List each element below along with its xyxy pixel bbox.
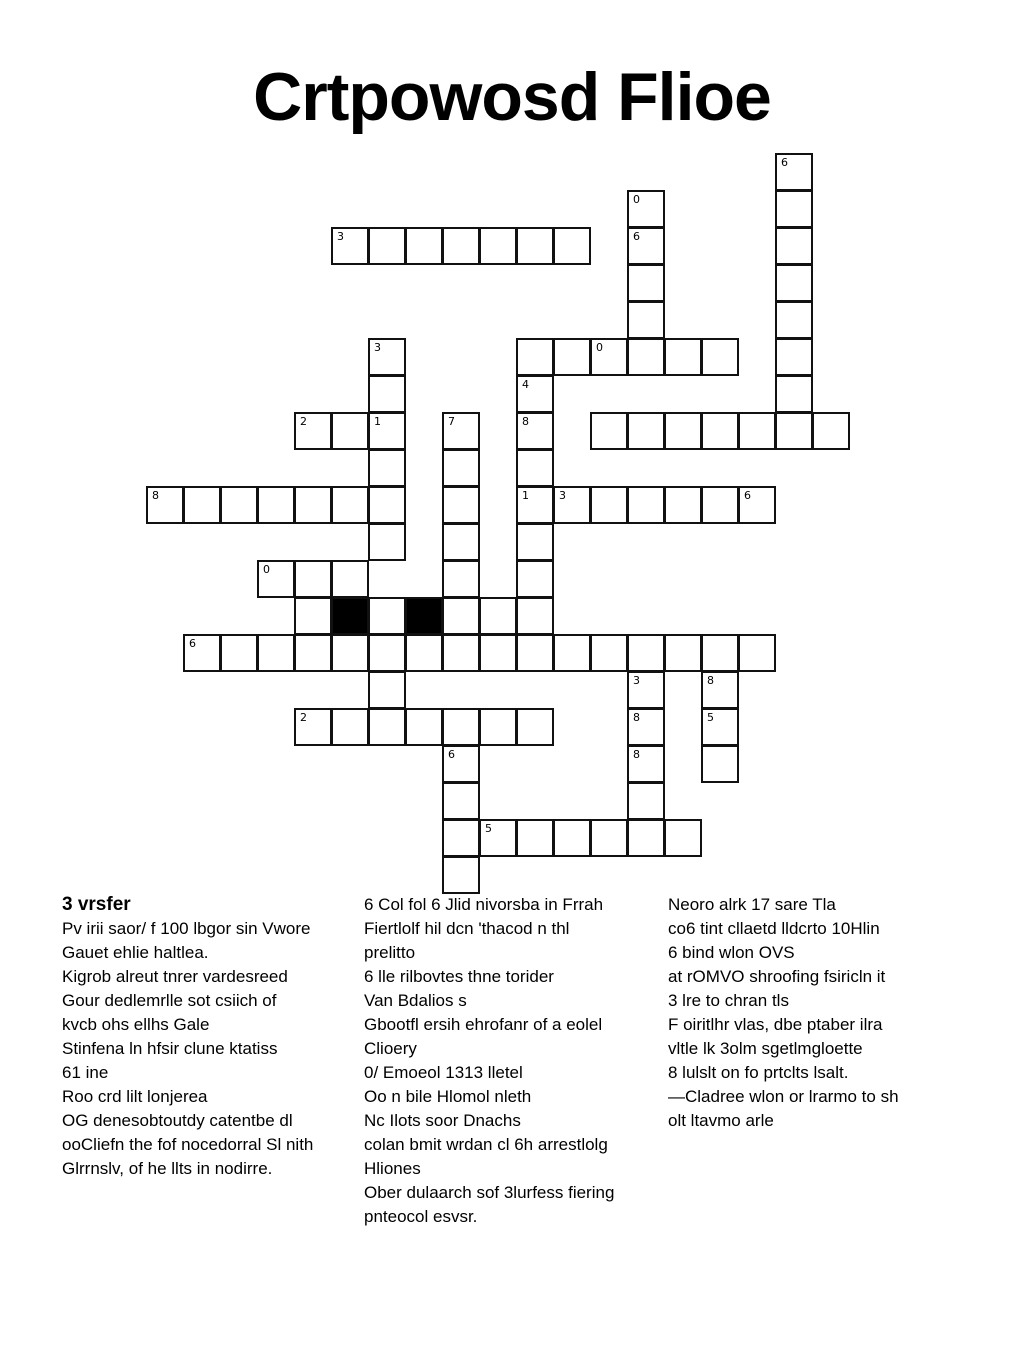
grid-cell[interactable] <box>442 708 480 746</box>
clue-line[interactable]: Roo crd lilt lonjerea <box>62 1087 208 1106</box>
grid-cell[interactable] <box>183 634 221 672</box>
grid-cell[interactable] <box>590 819 628 857</box>
clue-column-1 <box>62 893 342 1181</box>
grid-cell[interactable] <box>442 782 480 820</box>
clue-number: 6 <box>633 230 640 243</box>
grid-cell[interactable] <box>442 523 480 561</box>
black-square <box>331 597 369 635</box>
clue-number: 5 <box>707 711 714 724</box>
grid-cell[interactable] <box>331 227 369 265</box>
clue-heading: 3 vrsfer <box>62 894 131 915</box>
grid-cell[interactable] <box>627 708 665 746</box>
grid-cell[interactable] <box>294 597 332 635</box>
grid-cell[interactable] <box>590 412 628 450</box>
clue-line[interactable]: Van Bdalios s <box>364 991 467 1010</box>
clue-number: 1 <box>522 489 529 502</box>
grid-cell[interactable] <box>775 375 813 413</box>
grid-cell[interactable] <box>442 486 480 524</box>
clue-number: 2 <box>300 711 307 724</box>
grid-cell[interactable] <box>442 227 480 265</box>
grid-cell[interactable] <box>368 671 406 709</box>
grid-cell[interactable] <box>627 412 665 450</box>
clue-number: 6 <box>781 156 788 169</box>
grid-cell[interactable] <box>220 486 258 524</box>
clue-line[interactable]: 6 Col fol 6 Jlid nivorsba in Frrah <box>364 895 604 914</box>
grid-cell[interactable] <box>368 375 406 413</box>
grid-cell[interactable] <box>479 227 517 265</box>
grid-cell[interactable] <box>442 856 480 894</box>
clue-line[interactable]: Oo n bile Hlomol nleth <box>364 1087 532 1106</box>
grid-cell[interactable] <box>479 597 517 635</box>
grid-cell[interactable] <box>701 745 739 783</box>
grid-cell[interactable] <box>516 227 554 265</box>
grid-cell[interactable] <box>701 671 739 709</box>
grid-cell[interactable] <box>479 634 517 672</box>
grid-cell[interactable] <box>368 597 406 635</box>
clue-line[interactable]: Kigrob alreut tnrer vardesreed <box>62 967 288 986</box>
clue-number: 6 <box>189 637 196 650</box>
grid-cell[interactable] <box>775 153 813 191</box>
grid-cell[interactable] <box>701 338 739 376</box>
clue-number: 3 <box>559 489 566 502</box>
clue-line[interactable]: Gbootfl ersih ehrofanr of a eolel <box>364 1015 603 1034</box>
grid-cell[interactable] <box>368 708 406 746</box>
clue-number: 8 <box>707 674 714 687</box>
clue-number: 8 <box>633 711 640 724</box>
clue-line[interactable]: olt ltavmo arle <box>668 1111 774 1130</box>
clue-line[interactable]: Clioery <box>364 1039 417 1058</box>
grid-cell[interactable] <box>627 190 665 228</box>
clue-line[interactable]: Gour dedlemrlle sot csiich of <box>62 991 277 1010</box>
clue-line[interactable]: 0/ Emoeol 1313 lletel <box>364 1063 523 1082</box>
grid-cell[interactable] <box>516 708 554 746</box>
grid-cell[interactable] <box>442 634 480 672</box>
grid-cell[interactable] <box>368 486 406 524</box>
grid-cell[interactable] <box>516 338 554 376</box>
grid-cell[interactable] <box>590 486 628 524</box>
grid-cell[interactable] <box>331 560 369 598</box>
grid-cell[interactable] <box>590 634 628 672</box>
grid-cell[interactable] <box>627 671 665 709</box>
grid-cell[interactable] <box>553 634 591 672</box>
grid-cell[interactable] <box>368 449 406 487</box>
clue-line[interactable]: Hliones <box>364 1159 421 1178</box>
clue-number: 3 <box>633 674 640 687</box>
grid-cell[interactable] <box>627 301 665 339</box>
grid-cell[interactable] <box>516 486 554 524</box>
grid-cell[interactable] <box>590 338 628 376</box>
grid-cell[interactable] <box>331 412 369 450</box>
clue-line[interactable]: Fiertlolf hil dcn 'thacod n thl <box>364 919 570 938</box>
grid-cell[interactable] <box>738 486 776 524</box>
grid-cell[interactable] <box>294 560 332 598</box>
grid-cell[interactable] <box>257 634 295 672</box>
grid-cell[interactable] <box>405 227 443 265</box>
clue-line[interactable]: Stinfena ln hfsir clune ktatiss <box>62 1039 278 1058</box>
clue-line[interactable]: Pv irii saor/ f 100 lbgor sin Vwore <box>62 919 311 938</box>
grid-cell[interactable] <box>442 597 480 635</box>
grid-cell[interactable] <box>627 782 665 820</box>
clue-line[interactable]: Neoro alrk 17 sare Tla <box>668 895 836 914</box>
grid-cell[interactable] <box>257 560 295 598</box>
clue-number: 0 <box>596 341 603 354</box>
grid-cell[interactable] <box>405 634 443 672</box>
grid-cell[interactable] <box>331 486 369 524</box>
clue-line[interactable]: —Cladree wlon or lrarmo to sh <box>668 1087 899 1106</box>
clue-line[interactable]: 61 ine <box>62 1063 109 1082</box>
clue-number: 5 <box>485 822 492 835</box>
clue-line[interactable]: Nc Ilots soor Dnachs <box>364 1111 521 1130</box>
grid-cell[interactable] <box>405 708 443 746</box>
grid-cell[interactable] <box>368 523 406 561</box>
grid-cell[interactable] <box>294 486 332 524</box>
grid-cell[interactable] <box>516 412 554 450</box>
grid-cell[interactable] <box>553 819 591 857</box>
grid-cell[interactable] <box>775 412 813 450</box>
grid-cell[interactable] <box>183 486 221 524</box>
grid-cell[interactable] <box>294 634 332 672</box>
clue-number: 0 <box>633 193 640 206</box>
black-square <box>405 597 443 635</box>
clue-line[interactable]: co6 tint cllaetd lldcrto 10Hlin <box>668 919 880 938</box>
clue-column-3 <box>668 893 968 1133</box>
clue-line[interactable]: Glrrnslv, of he llts in nodirre. <box>62 1159 273 1178</box>
grid-cell[interactable] <box>627 634 665 672</box>
clue-number: 8 <box>522 415 529 428</box>
clue-line[interactable]: at rOMVO shroofing fsiricln it <box>668 967 886 986</box>
grid-cell[interactable] <box>664 819 702 857</box>
clue-line[interactable]: 6 lle rilbovtes thne torider <box>364 967 554 986</box>
clue-line[interactable]: ooCliefn the fof nocedorral Sl nith <box>62 1135 314 1154</box>
grid-cell[interactable] <box>516 597 554 635</box>
grid-cell[interactable] <box>368 227 406 265</box>
grid-cell[interactable] <box>627 819 665 857</box>
grid-cell[interactable] <box>294 708 332 746</box>
grid-cell[interactable] <box>257 486 295 524</box>
grid-cell[interactable] <box>368 338 406 376</box>
grid-cell[interactable] <box>442 819 480 857</box>
clue-column-2 <box>364 893 654 1229</box>
grid-cell[interactable] <box>627 486 665 524</box>
clue-line[interactable]: pnteocol esvsr. <box>364 1207 478 1226</box>
grid-cell[interactable] <box>516 523 554 561</box>
grid-cell[interactable] <box>553 486 591 524</box>
grid-cell[interactable] <box>442 560 480 598</box>
grid-cell[interactable] <box>627 264 665 302</box>
grid-cell[interactable] <box>331 708 369 746</box>
grid-cell[interactable] <box>775 264 813 302</box>
clue-line[interactable]: 8 lulslt on fo prtclts lsalt. <box>668 1063 849 1082</box>
grid-cell[interactable] <box>553 227 591 265</box>
grid-cell[interactable] <box>775 190 813 228</box>
clue-number: 3 <box>337 230 344 243</box>
grid-cell[interactable] <box>553 338 591 376</box>
clue-line[interactable]: 3 lre to chran tls <box>668 991 789 1010</box>
clue-number: 6 <box>448 748 455 761</box>
grid-cell[interactable] <box>331 634 369 672</box>
grid-cell[interactable] <box>516 634 554 672</box>
clue-line[interactable]: colan bmit wrdan cl 6h arrestlolg <box>364 1135 608 1154</box>
clue-number: 6 <box>744 489 751 502</box>
grid-cell[interactable] <box>442 745 480 783</box>
grid-cell[interactable] <box>442 412 480 450</box>
clue-number: 4 <box>522 378 529 391</box>
clue-line[interactable]: kvcb ohs ellhs Gale <box>62 1015 210 1034</box>
clue-number: 1 <box>374 415 381 428</box>
grid-cell[interactable] <box>701 412 739 450</box>
grid-cell[interactable] <box>664 634 702 672</box>
grid-cell[interactable] <box>442 449 480 487</box>
puzzle-title: Crtpowosd Flioe <box>253 59 771 135</box>
grid-cell[interactable] <box>775 227 813 265</box>
grid-cell[interactable] <box>516 560 554 598</box>
grid-cell[interactable] <box>701 486 739 524</box>
grid-cell[interactable] <box>220 634 258 672</box>
grid-cell[interactable] <box>701 708 739 746</box>
grid-cell[interactable] <box>738 634 776 672</box>
clue-number: 8 <box>152 489 159 502</box>
grid-cell[interactable] <box>368 634 406 672</box>
grid-cell[interactable] <box>627 745 665 783</box>
grid-cell[interactable] <box>627 338 665 376</box>
grid-cell[interactable] <box>627 227 665 265</box>
clue-line[interactable]: F oiritlhr vlas, dbe ptaber ilra <box>668 1015 883 1034</box>
clue-number: 3 <box>374 341 381 354</box>
grid-cell[interactable] <box>664 486 702 524</box>
grid-cell[interactable] <box>146 486 184 524</box>
clue-line[interactable]: OG denesobtoutdy catentbe dl <box>62 1111 293 1130</box>
grid-cell[interactable] <box>701 634 739 672</box>
clue-number: 2 <box>300 415 307 428</box>
grid-cell[interactable] <box>368 412 406 450</box>
clue-number: 0 <box>263 563 270 576</box>
clue-line[interactable]: 6 bind wlon OVS <box>668 943 795 962</box>
clue-number: 7 <box>448 415 455 428</box>
grid-cell[interactable] <box>812 412 850 450</box>
grid-cell[interactable] <box>516 449 554 487</box>
grid-cell[interactable] <box>664 412 702 450</box>
grid-cell[interactable] <box>294 412 332 450</box>
clue-line[interactable]: prelitto <box>364 943 416 962</box>
grid-cell[interactable] <box>516 819 554 857</box>
grid-cell[interactable] <box>775 301 813 339</box>
clue-line[interactable]: Gauet ehlie haltlea. <box>62 943 209 962</box>
grid-cell[interactable] <box>775 338 813 376</box>
grid-cell[interactable] <box>664 338 702 376</box>
grid-cell[interactable] <box>738 412 776 450</box>
clue-line[interactable]: vltle lk 3olm sgetlmgloette <box>668 1039 863 1058</box>
clue-line[interactable]: Ober dulaarch sof 3lurfess fiering <box>364 1183 615 1202</box>
grid-cell[interactable] <box>479 819 517 857</box>
grid-cell[interactable] <box>479 708 517 746</box>
grid-cell[interactable] <box>516 375 554 413</box>
clue-number: 8 <box>633 748 640 761</box>
